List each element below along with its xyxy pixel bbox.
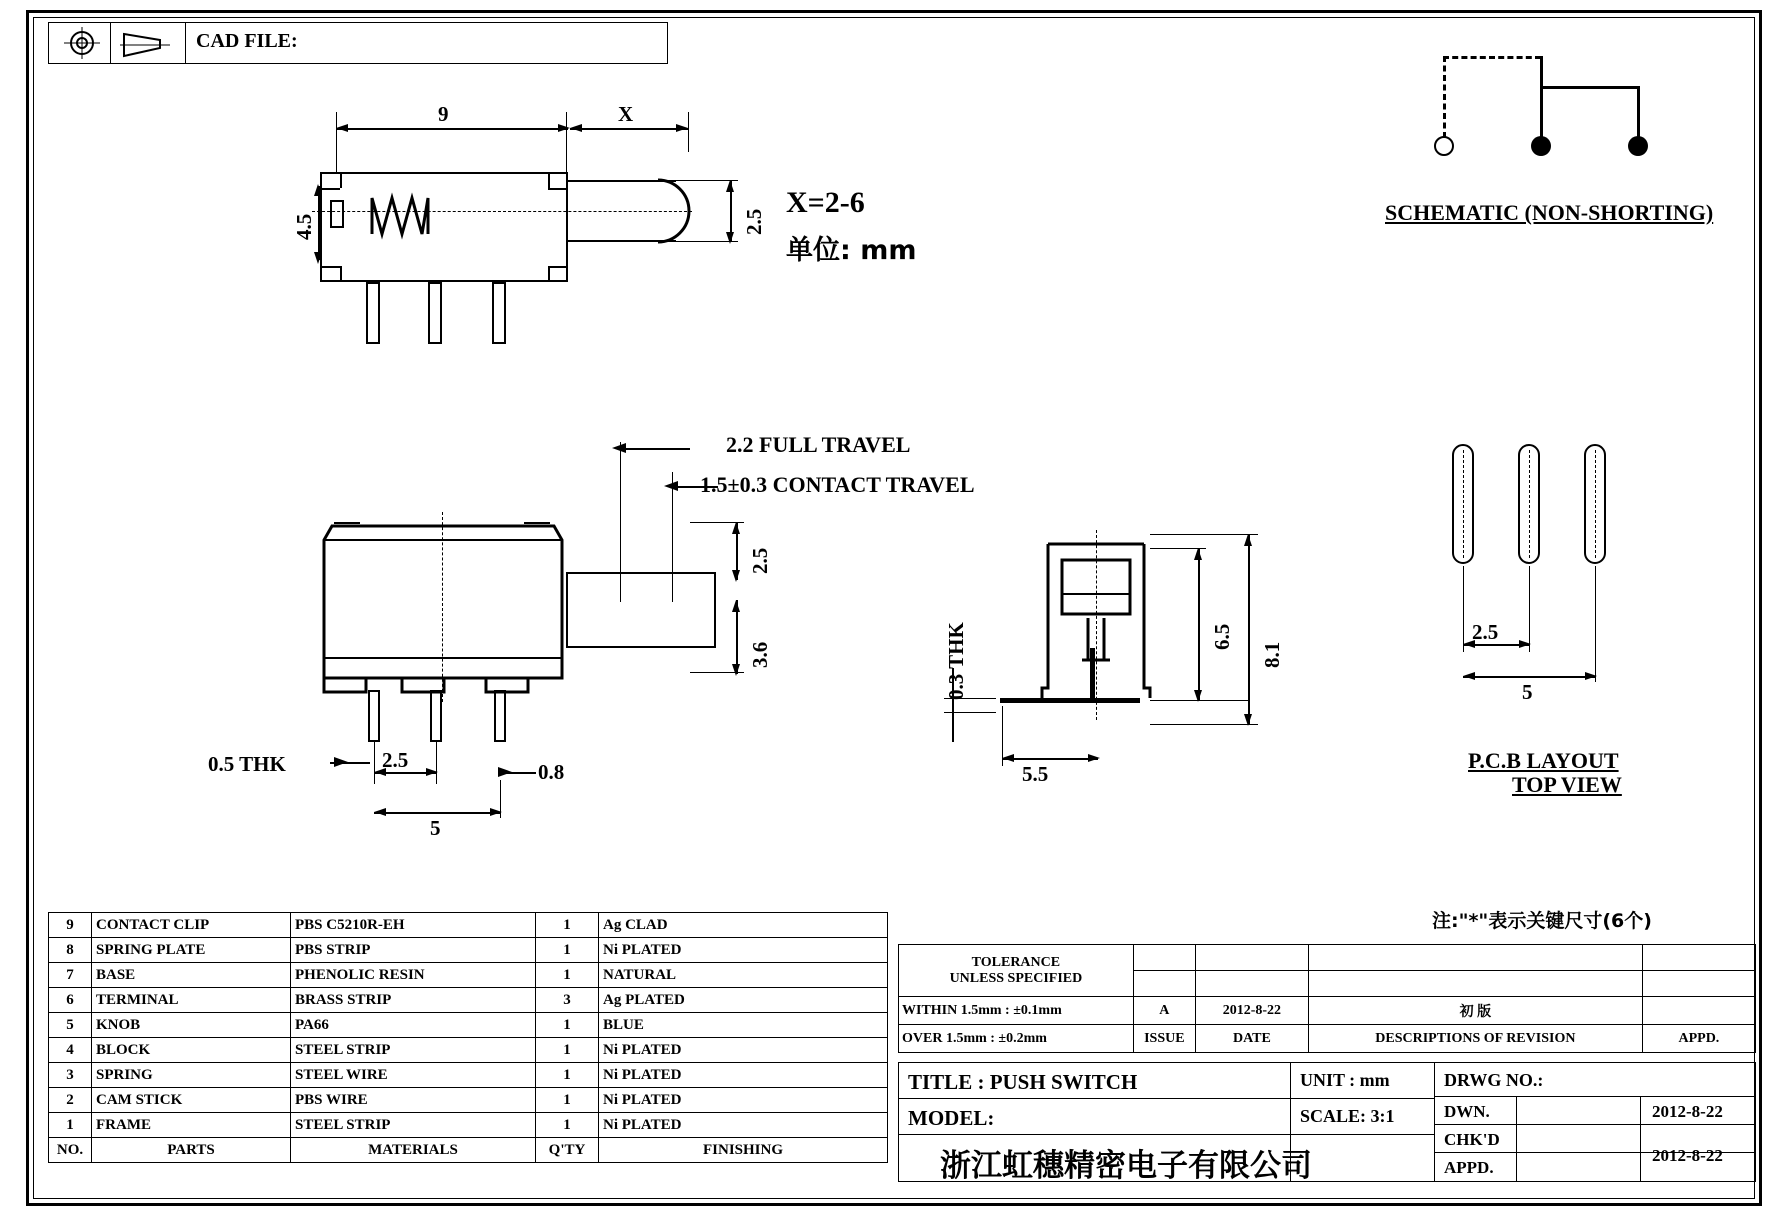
tolerance-title-cell xyxy=(899,945,1134,997)
bom-qty: 1 xyxy=(536,963,599,988)
top-view-body xyxy=(320,172,568,282)
scale-label: SCALE: 3:1 xyxy=(1300,1106,1395,1126)
notch-bl-v xyxy=(340,266,342,282)
front-plunger-start xyxy=(566,572,568,646)
tolerance-within-row xyxy=(899,997,1756,1025)
revision-description-value: 初 版 xyxy=(1308,997,1642,1025)
title-block-div-5 xyxy=(1434,1124,1756,1125)
travel-ref-line-1 xyxy=(620,442,621,602)
bom-no: 9 xyxy=(49,913,92,938)
bom-qty: 1 xyxy=(536,913,599,938)
contact-block xyxy=(330,200,344,228)
dim-arrows-6p5 xyxy=(1190,542,1208,708)
title-block-div-3 xyxy=(898,1098,1434,1099)
label-0p5-thk: 0.5 THK xyxy=(208,752,286,776)
bom-finishing: Ni PLATED xyxy=(599,1038,888,1063)
front-view-pin-3 xyxy=(494,690,506,742)
schematic-terminal-common xyxy=(1531,136,1551,156)
front-view-pin-1 xyxy=(368,690,380,742)
bom-qty: 1 xyxy=(536,1063,599,1088)
bom-finishing: Ni PLATED xyxy=(599,1088,888,1113)
bom-finishing: NATURAL xyxy=(599,963,888,988)
tolerance-line-1: TOLERANCE xyxy=(971,954,1061,970)
top-view-pin-3 xyxy=(492,282,506,344)
schematic-title: SCHEMATIC (NON-SHORTING) xyxy=(1385,200,1714,225)
tolerance-over: OVER 1.5mm : ±0.2mm xyxy=(899,1025,1134,1053)
dim-0p8-label: 0.8 xyxy=(538,760,565,784)
projection-divider xyxy=(110,22,111,64)
cad-file-label: CAD FILE: xyxy=(196,30,298,52)
rev-blank-3 xyxy=(1308,945,1642,971)
note-unit: 单位: mm xyxy=(786,235,917,266)
title-block-div-7 xyxy=(1516,1096,1517,1182)
bom-no: 5 xyxy=(49,1013,92,1038)
bom-part: CAM STICK xyxy=(92,1088,291,1113)
bom-col-materials: MATERIALS xyxy=(291,1138,536,1163)
schematic-terminal-no xyxy=(1628,136,1648,156)
dim-arrows-front-2p5 xyxy=(728,516,746,588)
bom-no: 6 xyxy=(49,988,92,1013)
dim-arrows-5p5 xyxy=(996,750,1106,768)
revision-table xyxy=(898,944,1756,1053)
side-view-centerline xyxy=(1096,530,1097,720)
table-row xyxy=(49,1113,888,1138)
pcb-layout-title: P.C.B LAYOUT xyxy=(1468,748,1619,773)
bom-qty: 3 xyxy=(536,988,599,1013)
bom-finishing: Ni PLATED xyxy=(599,1063,888,1088)
table-row xyxy=(49,988,888,1013)
bom-material: STEEL STRIP xyxy=(291,1113,536,1138)
bom-material: PA66 xyxy=(291,1013,536,1038)
dim-6p5-label: 6.5 xyxy=(1210,623,1234,650)
front-view-body xyxy=(318,518,568,688)
centerline-top-view xyxy=(312,211,692,212)
note-key-dimension: 注:"*"表示关键尺寸(6个) xyxy=(1432,910,1652,932)
bom-col-finishing: FINISHING xyxy=(599,1138,888,1163)
table-row xyxy=(49,1063,888,1088)
bom-part: SPRING xyxy=(92,1063,291,1088)
bom-part: CONTACT CLIP xyxy=(92,913,291,938)
ext-pcb-right xyxy=(1595,566,1596,682)
label-0p3-thk: 0.3 THK xyxy=(944,622,968,700)
spring-symbol xyxy=(370,192,432,240)
table-header-row xyxy=(49,1138,888,1163)
unit-label: UNIT : mm xyxy=(1300,1070,1390,1090)
bom-part: BLOCK xyxy=(92,1038,291,1063)
dim-arrows-8p1 xyxy=(1240,528,1258,732)
pcb-pad-1-centerline xyxy=(1463,450,1464,558)
schematic-dashed-top xyxy=(1443,56,1541,59)
front-view-centerline xyxy=(442,512,443,702)
dim-8p1-label: 8.1 xyxy=(1260,641,1284,668)
note-x-range: X=2-6 xyxy=(786,186,865,219)
notch-tr-v xyxy=(548,172,550,188)
cone-projection-icon xyxy=(118,26,178,60)
label-contact-travel: 1.5±0.3 CONTACT TRAVEL xyxy=(700,472,975,497)
title-block-div-4 xyxy=(1434,1096,1756,1097)
cad-file-divider xyxy=(185,22,186,64)
bom-qty: 1 xyxy=(536,1013,599,1038)
bom-part: SPRING PLATE xyxy=(92,938,291,963)
bom-qty: 1 xyxy=(536,1088,599,1113)
dim-pitch-label: 2.5 xyxy=(382,748,409,772)
dim-9-label: 9 xyxy=(438,102,449,126)
rev-blank-2 xyxy=(1195,945,1308,971)
table-row xyxy=(49,1088,888,1113)
first-angle-projection-icon xyxy=(60,26,104,60)
revision-date-label: DATE xyxy=(1195,1025,1308,1053)
dim-4p5-label: 4.5 xyxy=(292,213,316,240)
bom-part: TERMINAL xyxy=(92,988,291,1013)
bom-no: 4 xyxy=(49,1038,92,1063)
tolerance-over-row xyxy=(899,1025,1756,1053)
table-row xyxy=(49,913,888,938)
arrow-0p8 xyxy=(492,764,516,782)
table-row xyxy=(49,938,888,963)
title-block-div-9 xyxy=(898,1134,1434,1135)
front-tab-left xyxy=(334,522,360,524)
rev-blank-4 xyxy=(1642,945,1755,971)
bom-finishing: Ag CLAD xyxy=(599,913,888,938)
side-view-terminal-vertical xyxy=(1090,648,1095,700)
revision-appd-value xyxy=(1642,997,1755,1025)
bom-no: 3 xyxy=(49,1063,92,1088)
drawing-number-label: DRWG NO.: xyxy=(1444,1070,1544,1090)
rev-blank-8 xyxy=(1642,971,1755,997)
revision-issue-label: ISSUE xyxy=(1133,1025,1195,1053)
notch-br xyxy=(548,266,566,268)
revision-issue-value: A xyxy=(1133,997,1195,1025)
dim-5p5-label: 5.5 xyxy=(1022,762,1049,786)
revision-appd-label: APPD. xyxy=(1642,1025,1755,1053)
tolerance-line-2: UNLESS SPECIFIED xyxy=(949,970,1083,986)
bom-no: 8 xyxy=(49,938,92,963)
dim-arrows-2p5-top xyxy=(722,174,740,250)
dim-2p5-top-label: 2.5 xyxy=(742,208,766,235)
bom-qty: 1 xyxy=(536,1113,599,1138)
rev-blank-6 xyxy=(1195,971,1308,997)
bom-material: PBS STRIP xyxy=(291,938,536,963)
bom-qty: 1 xyxy=(536,1038,599,1063)
dim-front-3p6-label: 3.6 xyxy=(748,641,772,668)
company-name: 浙江虹穗精密电子有限公司 xyxy=(940,1148,1312,1184)
appd-date: 2012-8-22 xyxy=(1652,1146,1723,1165)
title-block-div-2 xyxy=(1434,1062,1435,1182)
bom-no: 2 xyxy=(49,1088,92,1113)
arrow-contact-travel xyxy=(660,478,690,496)
bom-material: STEEL WIRE xyxy=(291,1063,536,1088)
dim-arrows-front-3p6 xyxy=(728,594,746,682)
dim-arrows-9 xyxy=(330,120,576,138)
bom-material: PBS C5210R-EH xyxy=(291,913,536,938)
bom-finishing: BLUE xyxy=(599,1013,888,1038)
front-view-feet xyxy=(318,668,568,714)
front-tab-right xyxy=(524,522,550,524)
front-plunger-bottom xyxy=(566,646,716,648)
rev-blank-5 xyxy=(1133,971,1195,997)
dim-front-2p5-label: 2.5 xyxy=(748,547,772,574)
label-full-travel: 2.2 FULL TRAVEL xyxy=(726,432,911,457)
table-row xyxy=(49,1013,888,1038)
bom-finishing: Ag PLATED xyxy=(599,988,888,1013)
schematic-wire-h xyxy=(1540,86,1640,89)
bom-finishing: Ni PLATED xyxy=(599,938,888,963)
schematic-dashed-left xyxy=(1443,56,1446,138)
tolerance-within: WITHIN 1.5mm : ±0.1mm xyxy=(899,997,1134,1025)
dim-arrows-x xyxy=(566,120,694,138)
tolerance-header-row xyxy=(899,945,1756,971)
chkd-label: CHK'D xyxy=(1444,1130,1500,1149)
bom-material: PHENOLIC RESIN xyxy=(291,963,536,988)
schematic-wire-mid-v xyxy=(1540,56,1543,142)
bom-finishing: Ni PLATED xyxy=(599,1113,888,1138)
table-row xyxy=(49,963,888,988)
bom-part: BASE xyxy=(92,963,291,988)
front-view-pin-2 xyxy=(430,690,442,742)
bom-no: 7 xyxy=(49,963,92,988)
dim-pcb-2p5-label: 2.5 xyxy=(1472,620,1499,644)
bom-material: BRASS STRIP xyxy=(291,988,536,1013)
rev-blank-1 xyxy=(1133,945,1195,971)
bom-col-parts: PARTS xyxy=(92,1138,291,1163)
front-plunger-end xyxy=(714,572,716,646)
arrow-0p5-thk xyxy=(326,754,352,772)
rev-blank-7 xyxy=(1308,971,1642,997)
schematic-wire-right-v xyxy=(1637,86,1640,142)
dwn-label: DWN. xyxy=(1444,1102,1490,1121)
bom-qty: 1 xyxy=(536,938,599,963)
dim-span5-label: 5 xyxy=(430,816,441,840)
arrow-full-travel xyxy=(608,440,638,458)
notch-br-v xyxy=(548,266,550,282)
pcb-pad-3-centerline xyxy=(1595,450,1596,558)
bom-table xyxy=(48,912,888,1163)
bom-material: PBS WIRE xyxy=(291,1088,536,1113)
drawing-model: MODEL: xyxy=(908,1106,995,1130)
bom-col-no: NO. xyxy=(49,1138,92,1163)
title-block-div-8 xyxy=(1640,1096,1641,1182)
dim-pcb-5-label: 5 xyxy=(1522,680,1533,704)
bom-material: STEEL STRIP xyxy=(291,1038,536,1063)
pcb-pad-2-centerline xyxy=(1529,450,1530,558)
front-plunger-top xyxy=(566,572,716,574)
top-view-pin-1 xyxy=(366,282,380,344)
notch-tl-v xyxy=(340,172,342,188)
notch-tr xyxy=(548,188,566,190)
bom-col-qty: Q'TY xyxy=(536,1138,599,1163)
revision-description-label: DESCRIPTIONS OF REVISION xyxy=(1308,1025,1642,1053)
bom-no: 1 xyxy=(49,1113,92,1138)
pcb-layout-subtitle: TOP VIEW xyxy=(1512,772,1622,797)
dwn-date: 2012-8-22 xyxy=(1652,1102,1723,1121)
top-view-pin-2 xyxy=(428,282,442,344)
dim-x-label: X xyxy=(618,102,634,126)
revision-date-value: 2012-8-22 xyxy=(1195,997,1308,1025)
bom-part: KNOB xyxy=(92,1013,291,1038)
schematic-terminal-open xyxy=(1434,136,1454,156)
table-row xyxy=(49,1038,888,1063)
drawing-title: TITLE : PUSH SWITCH xyxy=(908,1070,1138,1094)
side-view-terminal-leg xyxy=(1000,698,1140,703)
appd-label: APPD. xyxy=(1444,1158,1494,1177)
bom-part: FRAME xyxy=(92,1113,291,1138)
